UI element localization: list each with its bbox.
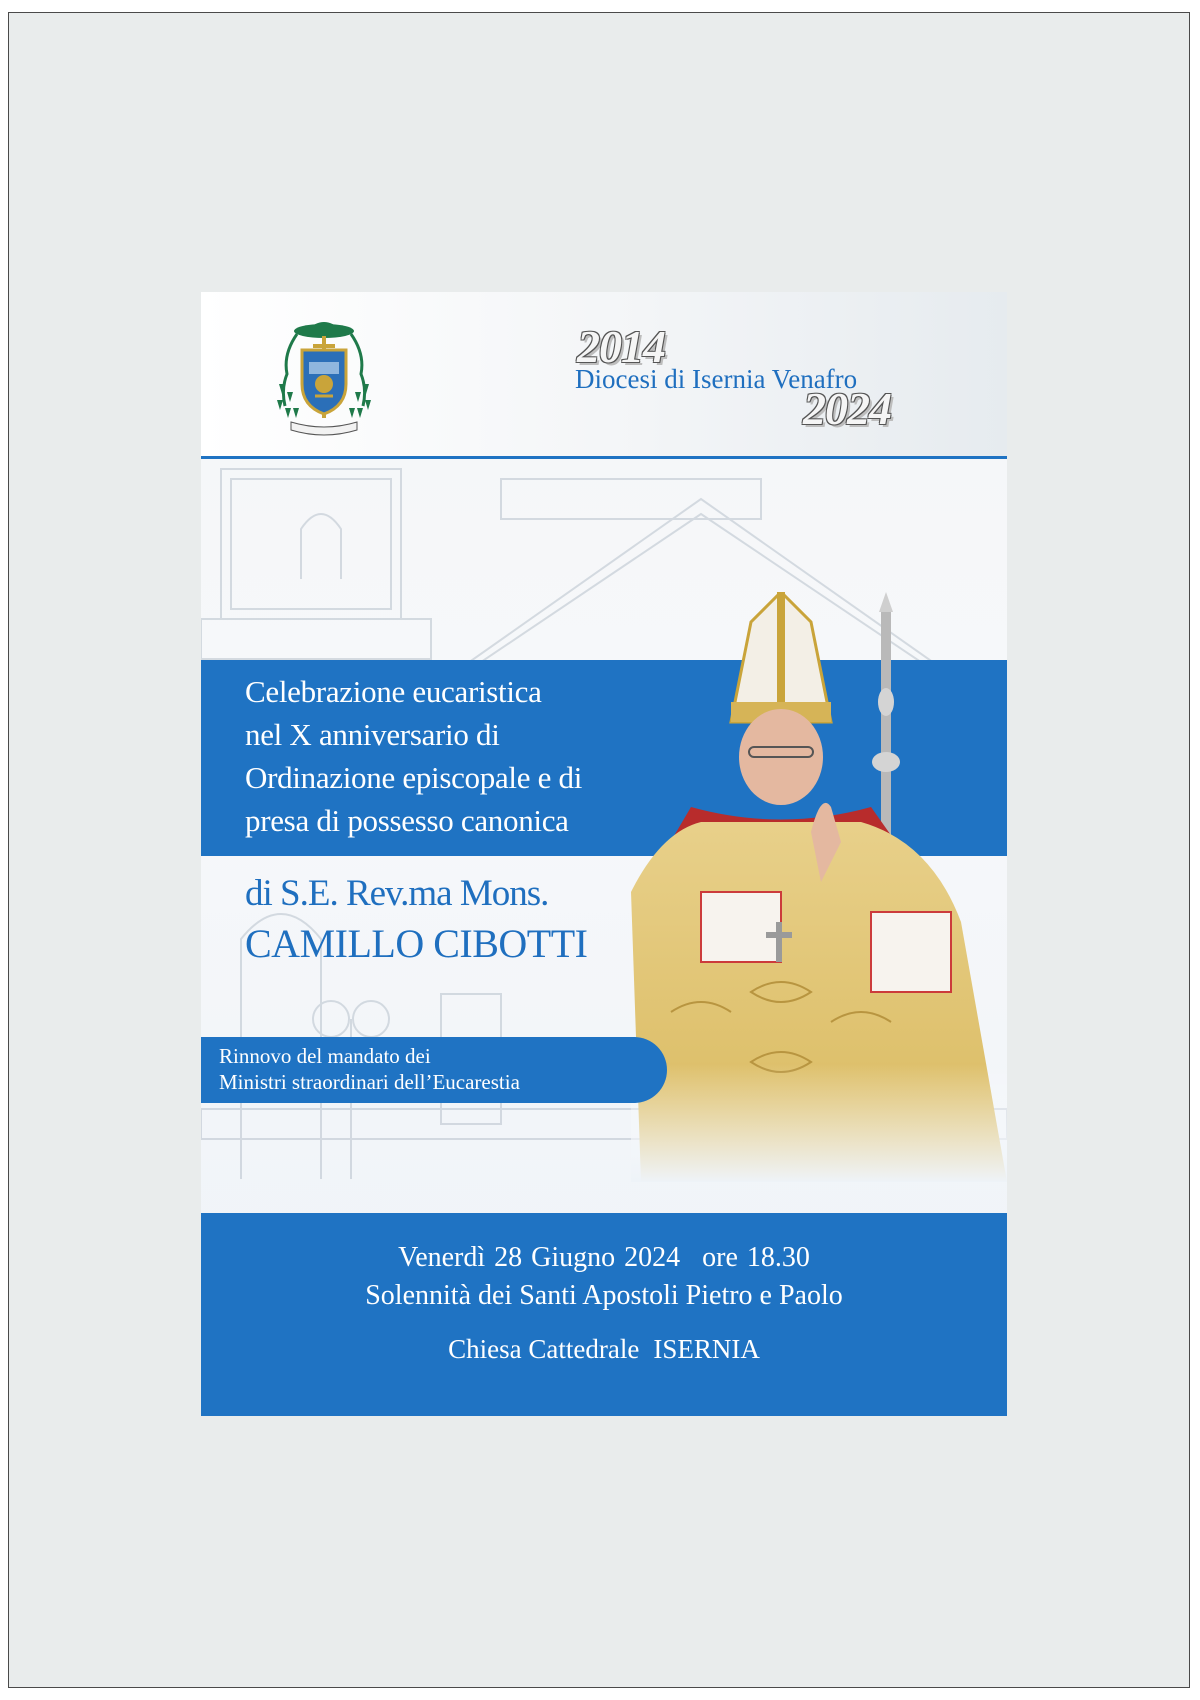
bishop-honorific: di S.E. Rev.ma Mons.: [245, 873, 549, 914]
event-city: ISERNIA: [653, 1334, 760, 1364]
event-title-line: Ordinazione episcopale e di: [245, 760, 583, 795]
renewal-line: Rinnovo del mandato dei: [219, 1044, 431, 1068]
event-title-line: nel X anniversario di: [245, 717, 500, 752]
event-title-line: presa di possesso canonica: [245, 803, 569, 838]
bishop-name: CAMILLO CIBOTTI: [245, 921, 588, 966]
bishop-photo: [631, 592, 1007, 1182]
event-title: [245, 670, 685, 842]
event-datetime: [201, 1242, 1007, 1274]
renewal-text: [219, 1043, 520, 1095]
anniversary-start-year: 2014: [577, 321, 665, 372]
coat-of-arms-icon: [269, 314, 379, 439]
event-title-line: Celebrazione eucaristica: [245, 674, 542, 709]
event-time: ore 18.30: [702, 1242, 810, 1273]
event-date: Venerdì 28 Giugno 2024: [398, 1242, 681, 1273]
event-location: [201, 1334, 1007, 1365]
diocese-name: Diocesi di Isernia Venafro: [575, 364, 858, 394]
event-venue: Chiesa Cattedrale: [448, 1334, 640, 1364]
event-poster: [201, 292, 1007, 1416]
anniversary-end-year: 2024: [803, 383, 891, 434]
renewal-line: Ministri straordinari dell’Eucarestia: [219, 1070, 520, 1094]
event-feast: Solennità dei Santi Apostoli Pietro e Paolo: [365, 1280, 843, 1311]
